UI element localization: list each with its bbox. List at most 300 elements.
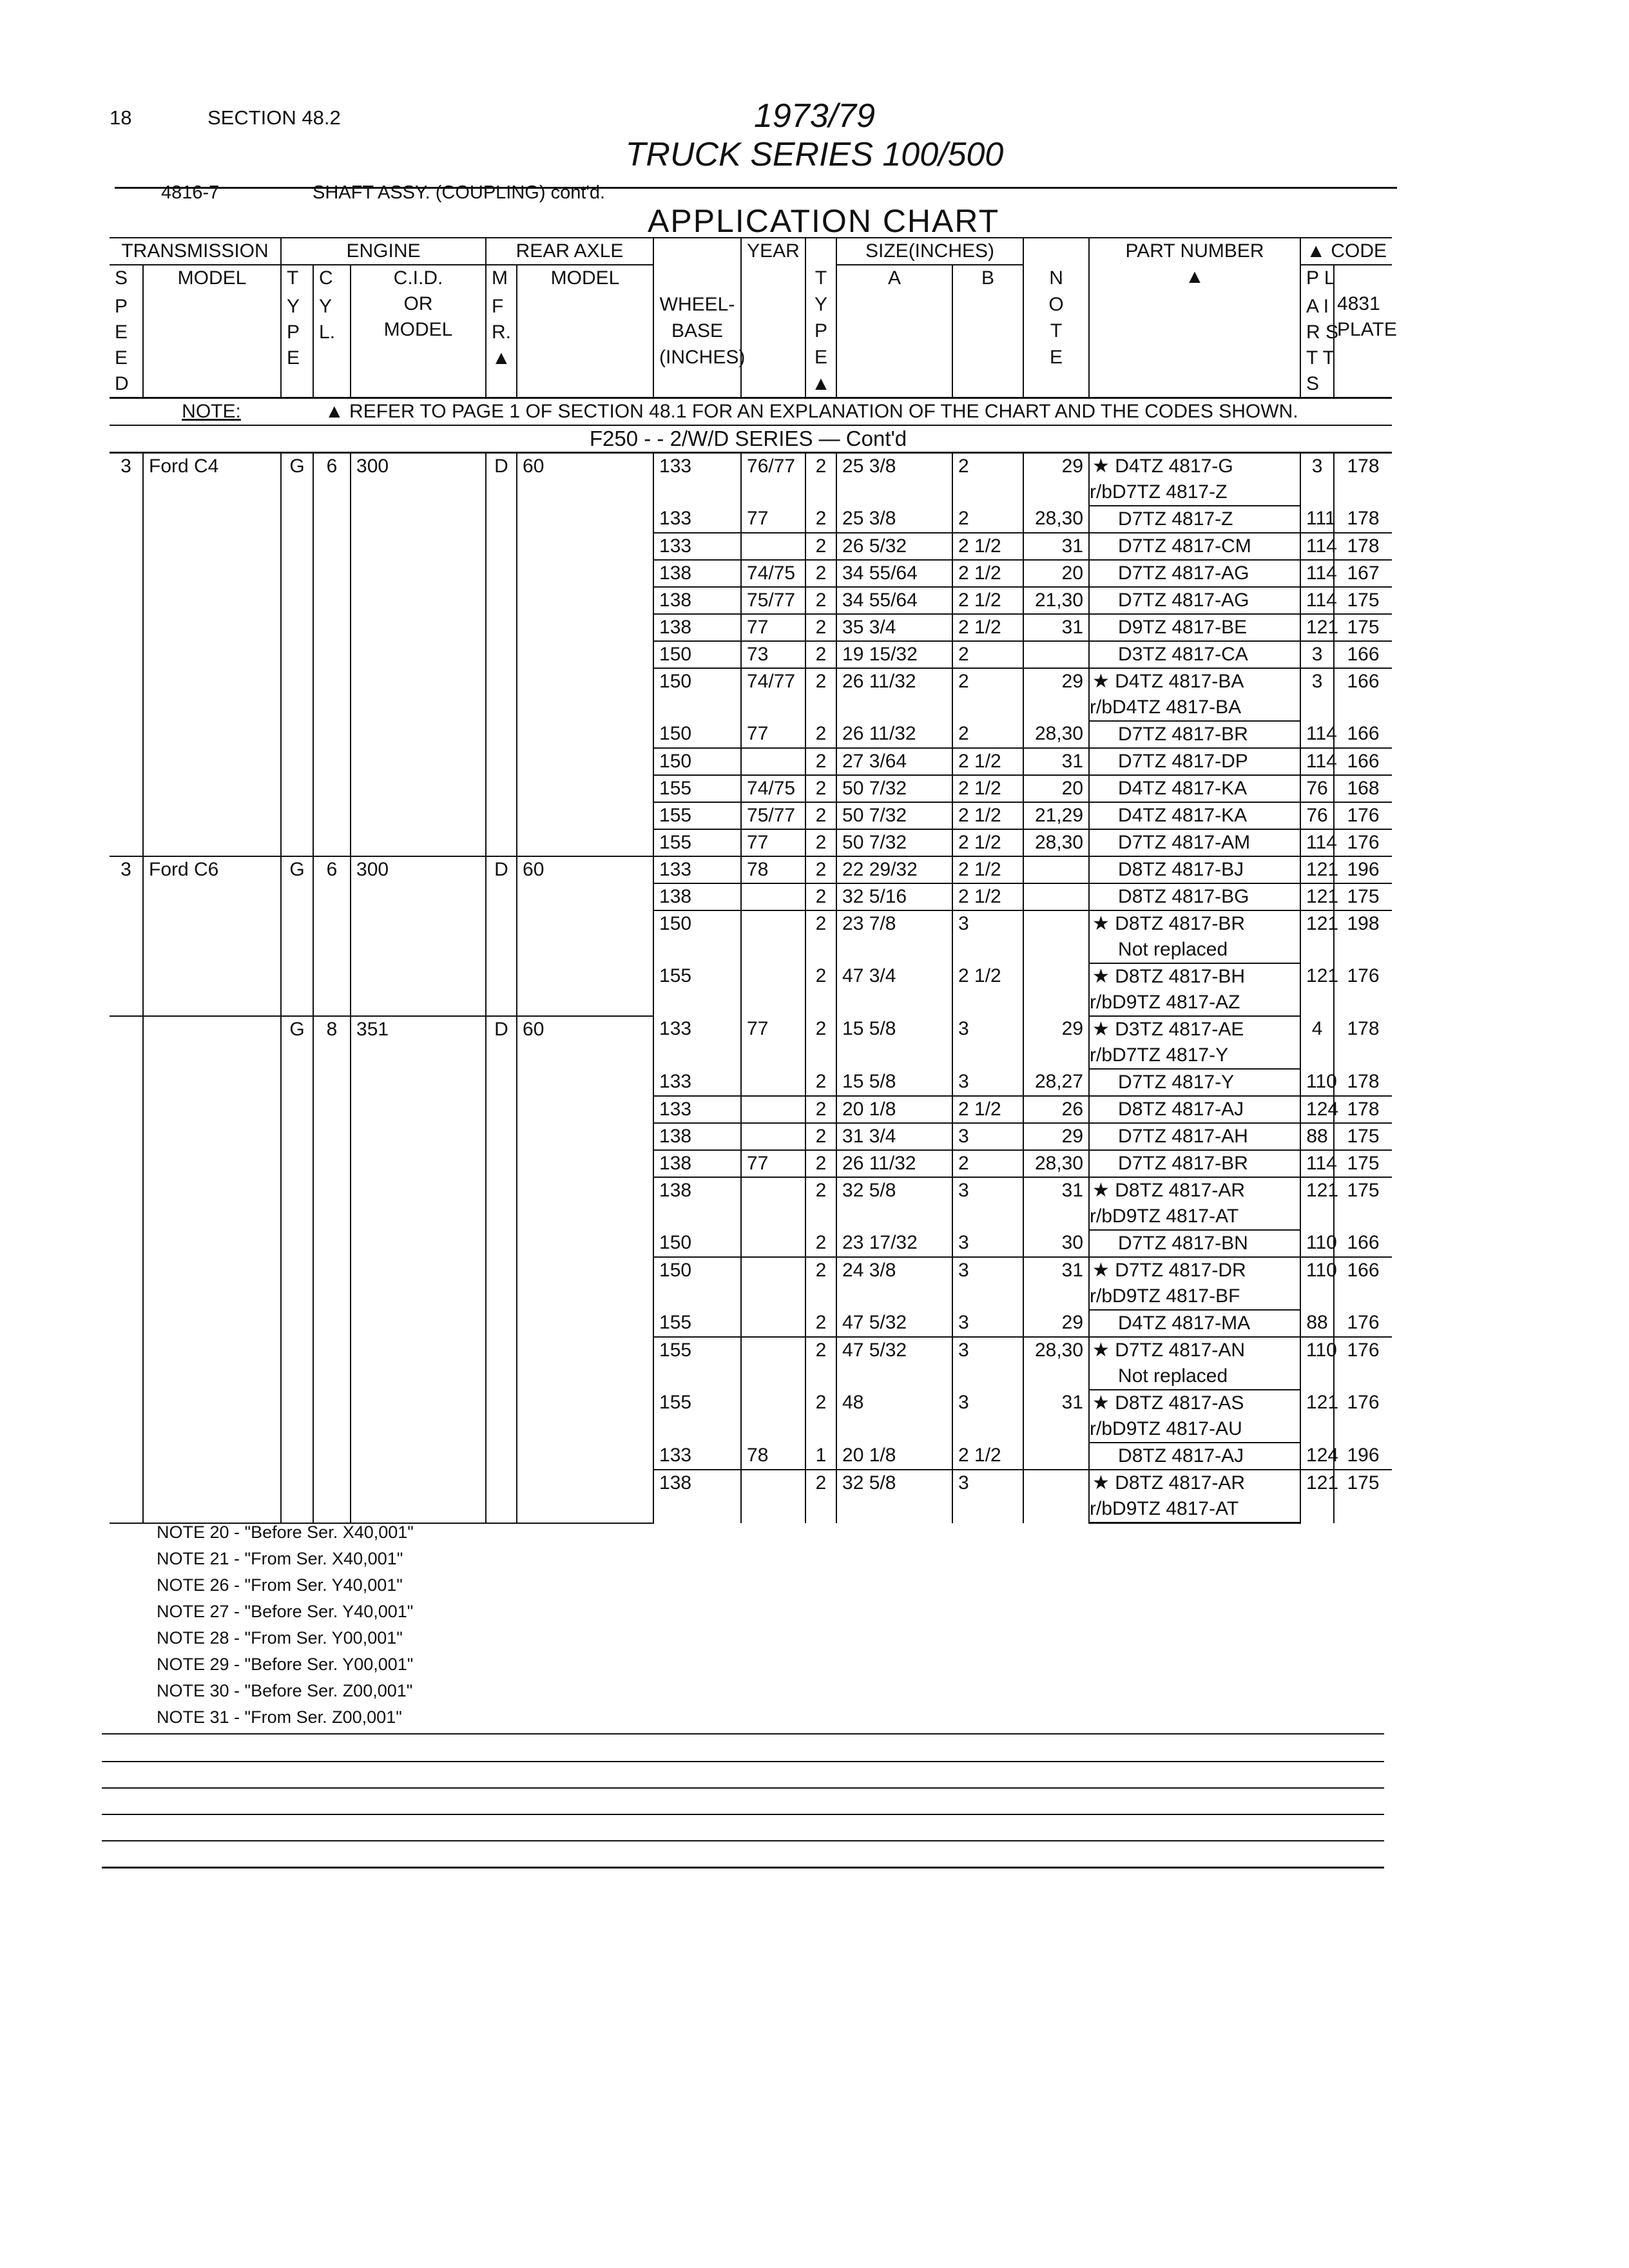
cell-year: 77 [741,829,805,856]
cell-type2: 2 [805,533,836,560]
hdr-type2 [805,238,836,398]
cell-part-number: D7TZ 4817-AH [1089,1123,1300,1150]
cell-year [741,1257,805,1310]
hdr-note-3: T [1050,320,1063,341]
cell-part-number: D8TZ 4817-BG [1089,883,1300,910]
cell-size-b: 2 1/2 [952,560,1023,587]
cell-wheelbase: 138 [653,587,741,614]
cell-note: 28,30 [1023,829,1089,856]
cell-year [741,1337,805,1390]
footnote: NOTE 31 - "From Ser. Z00,001" [157,1707,402,1727]
cell-type: G [281,1016,313,1523]
cell-note: 29 [1023,1310,1089,1337]
cell-part-number: D7TZ 4817-Z [1089,506,1300,533]
hdr-cid-3: MODEL [383,319,453,340]
cell-type2: 2 [805,963,836,1016]
footnote: NOTE 20 - "Before Ser. X40,001" [157,1523,414,1542]
rule-3 [102,1787,1384,1789]
cell-note: 28,30 [1023,721,1089,748]
cell-type2: 2 [805,1337,836,1390]
cell-note [1023,910,1089,963]
cell-year: 74/75 [741,775,805,802]
cell-part-number: D7TZ 4817-BN [1089,1230,1300,1257]
cell-code: 175 [1334,1150,1392,1177]
note-text: ▲ REFER TO PAGE 1 OF SECTION 48.1 FOR AN EXPLANATION OF THE CHART AND THE CODES SHOWN. [325,401,1298,422]
hdr-cid-2: OR [403,293,433,314]
cell-plates: 114 [1300,560,1334,587]
cell-note: 31 [1023,1257,1089,1310]
cell-size-b: 2 1/2 [952,856,1023,883]
cell-size-b: 3 [952,910,1023,963]
cell-cyl: 6 [313,453,351,857]
hdr-plates-1: P L [1300,265,1334,294]
cell-mfr: D [486,1016,517,1523]
hdr-note-4: E [1050,347,1063,368]
cell-year [741,910,805,963]
cell-plates: 121 [1300,1470,1334,1523]
cell-note: 21,29 [1023,802,1089,829]
cell-code: 196 [1334,856,1392,883]
cell-note: 29 [1023,1016,1089,1069]
part-description: SHAFT ASSY. (COUPLING) cont'd. [313,182,606,203]
cell-size-a: 48 [836,1390,952,1443]
cell-type2: 2 [805,883,836,910]
footnote: NOTE 27 - "Before Ser. Y40,001" [157,1602,414,1621]
cell-code: 175 [1347,1472,1380,1494]
page-number: 18 [110,106,132,129]
cell-code: 176 [1334,829,1392,856]
cell-part-number: D7TZ 4817-AM [1089,829,1300,856]
application-chart [110,237,1397,1524]
cell-size-b: 3 [952,1230,1023,1257]
hdr-type-t: T [281,265,313,294]
cell-plates: 4 [1300,1016,1334,1069]
cell-size-a: 32 5/16 [836,883,952,910]
cell-type2: 2 [805,1069,836,1096]
cell-cid: 300 [351,856,486,1016]
hdr-type-y: Y [281,294,313,320]
cell-year: 78 [741,856,805,883]
hdr-code-plate [1334,265,1397,398]
cell-part-number: ★ D7TZ 4817-AN [1089,1337,1300,1363]
cell-code: 166 [1334,721,1392,748]
cell-note: 31 [1023,1177,1089,1230]
cell-plates: 76 [1300,775,1334,802]
hdr-speed-s: S [110,265,143,294]
cell-size-a: 32 5/8 [836,1177,952,1230]
cell-wheelbase: 138 [653,1177,741,1230]
cell-year [741,748,805,775]
cell-wheelbase: 138 [653,883,741,910]
cell-part-number: D7TZ 4817-AG [1089,587,1300,614]
cell-note: 31 [1023,533,1089,560]
cell-part-number: D7TZ 4817-Y [1089,1069,1300,1096]
cell-type2: 2 [805,802,836,829]
title-series: TRUCK SERIES 100/500 [625,136,1004,173]
rule-5 [102,1840,1384,1841]
footnote: NOTE 26 - "From Ser. Y40,001" [157,1575,403,1595]
cell-size-b: 2 1/2 [952,963,1023,1016]
cell-year [741,963,805,1016]
cell-year: 77 [741,1016,805,1069]
cell-type2: 2 [805,641,836,668]
cell-year: 77 [741,1150,805,1177]
cell-part-number: r/bD7TZ 4817-Z [1089,479,1300,506]
cell-note [1023,963,1089,1016]
cell-axle-model: 60 [517,856,653,1016]
table-row [110,856,1392,883]
cell-size-b: 2 1/2 [952,829,1023,856]
cell-part-number: D7TZ 4817-BR [1089,1150,1300,1177]
cell-note: 30 [1023,1230,1089,1257]
cell-part-number: r/bD9TZ 4817-AU [1089,1416,1300,1443]
cell-part-number: ★ D3TZ 4817-AE [1089,1016,1300,1043]
hdr-wheelbase-1: WHEEL- [659,294,735,315]
cell-year: 76/77 [741,453,805,506]
hdr-speed-e1: E [110,320,143,345]
cell-plates: 121 [1300,1177,1334,1230]
cell-plates: 114 [1300,1150,1334,1177]
cell-note: 20 [1023,775,1089,802]
hdr-size: SIZE(INCHES) [836,238,1023,265]
cell-type2: 2 [805,748,836,775]
cell-trans-model: Ford C4 [143,453,281,857]
cell-plates: 121 [1300,910,1334,963]
cell-code: 166 [1334,641,1392,668]
hdr-engine: ENGINE [281,238,486,265]
hdr-mfr-r: R. [486,320,517,345]
cell-note: 21,30 [1023,587,1089,614]
hdr-note-2: O [1048,294,1064,315]
hdr-mfr-f: F [486,294,517,320]
cell-year: 73 [741,641,805,668]
cell-type2: 2 [805,1257,836,1310]
footnote: NOTE 28 - "From Ser. Y00,001" [157,1628,403,1648]
series-title: F250 - - 2/W/D SERIES — Cont'd [589,427,907,450]
hdr-plates-2: A I [1300,294,1334,320]
cell-type2: 2 [805,910,836,963]
hdr-cyl-l: L. [313,320,351,345]
cell-size-a: 34 55/64 [836,587,952,614]
part-base-number: 4816-7 [161,182,220,203]
cell-code: 175 [1334,883,1392,910]
cell-year: 77 [741,506,805,533]
cell-year [741,883,805,910]
cell-size-b: 2 [952,641,1023,668]
cell-plates: 114 [1300,748,1334,775]
cell-type2: 2 [805,614,836,641]
cell-plates: 114 [1300,533,1334,560]
cell-type2: 2 [805,453,836,506]
cell-note: 29 [1023,1123,1089,1150]
cell-part-number: r/bD7TZ 4817-Y [1089,1043,1300,1069]
cell-part-number: ★ D8TZ 4817-BH [1089,963,1300,990]
cell-size-a: 20 1/8 [836,1096,952,1123]
cell-wheelbase: 150 [653,641,741,668]
cell-part-number: D9TZ 4817-BE [1089,614,1300,641]
cell-part-number: r/bD9TZ 4817-BF [1089,1283,1300,1310]
hdr-mfr-m: M [486,265,517,294]
cell-note: 29 [1023,453,1089,506]
hdr-plates-5: S [1300,371,1334,398]
cell-size-a: 31 3/4 [836,1123,952,1150]
cell-size-b: 2 1/2 [952,614,1023,641]
cell-year: 74/75 [741,560,805,587]
cell-mfr: D [486,856,517,1016]
cell-type2: 2 [805,856,836,883]
cell-part-number: D7TZ 4817-CM [1089,533,1300,560]
cell-axle-model: 60 [517,453,653,857]
cell-part-number: ★ D8TZ 4817-BR [1089,910,1300,937]
cell-note: 26 [1023,1096,1089,1123]
cell-part-number: D7TZ 4817-AG [1089,560,1300,587]
cell-code: 178 [1334,1069,1392,1096]
cell-size-a: 19 15/32 [836,641,952,668]
cell-wheelbase: 155 [653,775,741,802]
cell-year [741,533,805,560]
hdr-speed-e2: E [110,345,143,371]
cell-year [741,1123,805,1150]
cell-code: 175 [1334,587,1392,614]
hdr-type2-1: T [815,267,827,289]
cell-size-a: 22 29/32 [836,856,952,883]
hdr-type2-3: P [815,320,828,341]
hdr-year: YEAR [741,238,805,398]
hdr-cyl-blank2 [313,371,351,398]
hdr-trans-model: MODEL [143,265,281,398]
cell-wheelbase: 155 [653,829,741,856]
cell-cyl: 6 [313,856,351,1016]
cell-part-number: D4TZ 4817-KA [1089,802,1300,829]
hdr-plates-3: R S [1300,320,1334,345]
cell-wheelbase: 155 [653,1310,741,1337]
cell-size-a: 15 5/8 [836,1069,952,1096]
cell-size-b: 3 [952,1069,1023,1096]
cell-size-a: 25 3/8 [836,506,952,533]
cell-plates: 88 [1300,1123,1334,1150]
hdr-note [1023,238,1089,398]
cell-size-a: 26 11/32 [836,668,952,721]
cell-code: 167 [1334,560,1392,587]
cell-plates: 114 [1300,587,1334,614]
cell-mfr: D [486,453,517,857]
cell-code: 178 [1347,1018,1380,1039]
cell-axle-model: 60 [517,1016,653,1523]
cell-size-b: 3 [952,1177,1023,1230]
cell-size-b: 2 1/2 [952,1096,1023,1123]
cell-size-a: 50 7/32 [836,829,952,856]
cell-wheelbase: 138 [653,1123,741,1150]
note-label: NOTE: [182,401,241,422]
cell-plates: 124 [1300,1443,1334,1470]
cell-type2: 2 [805,1096,836,1123]
cell-size-a: 47 5/32 [836,1337,952,1390]
cell-size-b: 2 1/2 [952,775,1023,802]
cell-part-number: D4TZ 4817-MA [1089,1310,1300,1337]
hdr-code: ▲ CODE [1306,240,1387,262]
cell-type2: 2 [805,560,836,587]
cell-part-number: ★ D7TZ 4817-DR [1089,1257,1300,1283]
hdr-transmission: TRANSMISSION [110,238,281,265]
hdr-axle-model: MODEL [517,265,653,398]
hdr-type2-5: ▲ [811,373,831,394]
hdr-code-4831: 4831 [1337,293,1380,314]
cell-wheelbase: 133 [653,1016,741,1069]
cell-part-number: r/bD4TZ 4817-BA [1089,695,1300,721]
hdr-cyl-blank [313,345,351,371]
hdr-code-plate-label: PLATE [1337,319,1397,340]
cell-note: 31 [1023,1390,1089,1443]
hdr-part-number [1089,238,1300,398]
cell-code: 166 [1347,1260,1380,1281]
cell-type2: 2 [805,1016,836,1069]
cell-year [741,1230,805,1257]
cell-year: 77 [741,721,805,748]
cell-wheelbase: 150 [653,1230,741,1257]
cell-size-a: 24 3/8 [836,1257,952,1310]
cell-type2: 2 [805,1150,836,1177]
cell-part-number: ★ D4TZ 4817-G [1089,453,1300,480]
cell-plates: 121 [1300,856,1334,883]
cell-cid: 300 [351,453,486,857]
cell-wheelbase: 138 [653,560,741,587]
cell-wheelbase: 133 [653,506,741,533]
cell-plates: 121 [1300,614,1334,641]
cell-type2: 2 [805,721,836,748]
title-years: 1973/79 [754,97,875,135]
cell-part-number: r/bD9TZ 4817-AT [1089,1496,1300,1523]
cell-type: G [281,453,313,857]
cell-wheelbase: 155 [653,1390,741,1443]
hdr-note-1: N [1049,267,1063,289]
hdr-size-b: B [952,265,1023,398]
cell-size-b: 2 1/2 [952,587,1023,614]
footnote: NOTE 29 - "Before Ser. Y00,001" [157,1655,414,1674]
cell-type2: 2 [805,1310,836,1337]
hdr-type2-4: E [815,347,828,368]
cell-part-number: D8TZ 4817-BJ [1089,856,1300,883]
cell-wheelbase: 133 [653,1096,741,1123]
rule-2 [102,1761,1384,1762]
cell-size-b: 2 1/2 [952,533,1023,560]
cell-size-b: 2 [952,506,1023,533]
cell-year [741,1390,805,1443]
cell-wheelbase: 138 [653,1150,741,1177]
cell-code: 178 [1334,533,1392,560]
cell-cid: 351 [351,1016,486,1523]
hdr-mfr-marker: ▲ [486,345,517,371]
chart-title: APPLICATION CHART [648,203,1000,239]
cell-size-b: 3 [952,1123,1023,1150]
cell-size-b: 2 1/2 [952,802,1023,829]
hdr-cid-1: C.I.D. [393,267,443,289]
cell-year: 75/77 [741,802,805,829]
cell-wheelbase: 150 [653,748,741,775]
cell-part-number: D8TZ 4817-AJ [1089,1443,1300,1470]
cell-code: 168 [1334,775,1392,802]
cell-size-b: 3 [952,1390,1023,1443]
hdr-type-blank [281,371,313,398]
cell-size-a: 26 11/32 [836,1150,952,1177]
cell-size-b: 2 [952,721,1023,748]
cell-year [741,1069,805,1096]
hdr-type-p: P [281,320,313,345]
cell-part-number: ★ D8TZ 4817-AR [1089,1470,1300,1496]
cell-code: 166 [1334,748,1392,775]
cell-year: 75/77 [741,587,805,614]
cell-note [1023,1443,1089,1470]
cell-code: 166 [1347,671,1380,692]
hdr-rear-axle: REAR AXLE [486,238,653,265]
cell-type2: 2 [805,1390,836,1443]
footnote: NOTE 21 - "From Ser. X40,001" [157,1549,403,1568]
cell-plates: 110 [1300,1230,1334,1257]
table-row [110,453,1392,480]
cell-code: 198 [1347,913,1380,934]
cell-note: 31 [1023,614,1089,641]
cell-wheelbase: 155 [653,963,741,1016]
cell-year: 77 [741,614,805,641]
hdr-type-e: E [281,345,313,371]
hdr-wheelbase-2: BASE [671,320,724,341]
hdr-wheelbase-3: (INCHES) [659,347,746,368]
cell-note: 20 [1023,560,1089,587]
cell-plates: 76 [1300,802,1334,829]
cell-year [741,1177,805,1230]
cell-size-a: 47 3/4 [836,963,952,1016]
cell-wheelbase: 150 [653,668,741,721]
cell-part-number: D3TZ 4817-CA [1089,641,1300,668]
cell-size-a: 47 5/32 [836,1310,952,1337]
cell-plates: 110 [1300,1337,1334,1390]
cell-plates: 114 [1300,829,1334,856]
cell-year [741,1470,805,1523]
cell-size-a: 25 3/8 [836,453,952,506]
cell-plates: 110 [1300,1069,1334,1096]
cell-size-a: 32 5/8 [836,1470,952,1523]
hdr-wheelbase [653,238,746,398]
cell-wheelbase: 133 [653,1443,741,1470]
cell-wheelbase: 133 [653,1069,741,1096]
cell-type2: 1 [805,1443,836,1470]
hdr-mfr-blank [486,371,517,398]
cell-type2: 2 [805,1230,836,1257]
cell-size-b: 3 [952,1257,1023,1310]
hdr-plates-4: T T [1300,345,1334,371]
cell-wheelbase: 150 [653,910,741,963]
cell-size-b: 2 1/2 [952,883,1023,910]
cell-plates: 124 [1300,1096,1334,1123]
cell-size-b: 3 [952,1016,1023,1069]
cell-plates: 121 [1300,963,1334,1016]
cell-part-number: ★ D4TZ 4817-BA [1089,668,1300,695]
cell-plates: 3 [1300,668,1334,721]
cell-plates: 110 [1300,1257,1334,1310]
section-label: SECTION 48.2 [207,106,341,129]
cell-wheelbase: 138 [653,614,741,641]
cell-note [1023,856,1089,883]
rule-4 [102,1814,1384,1815]
chart-body [110,453,1392,1523]
cell-size-a: 20 1/8 [836,1443,952,1470]
cell-note: 28,30 [1023,1337,1089,1390]
cell-wheelbase: 133 [653,453,741,506]
hdr-speed-d: D [110,371,143,398]
cell-year [741,1096,805,1123]
hdr-type2-2: Y [815,294,828,315]
cell-plates: 3 [1300,453,1334,506]
cell-size-a: 50 7/32 [836,775,952,802]
